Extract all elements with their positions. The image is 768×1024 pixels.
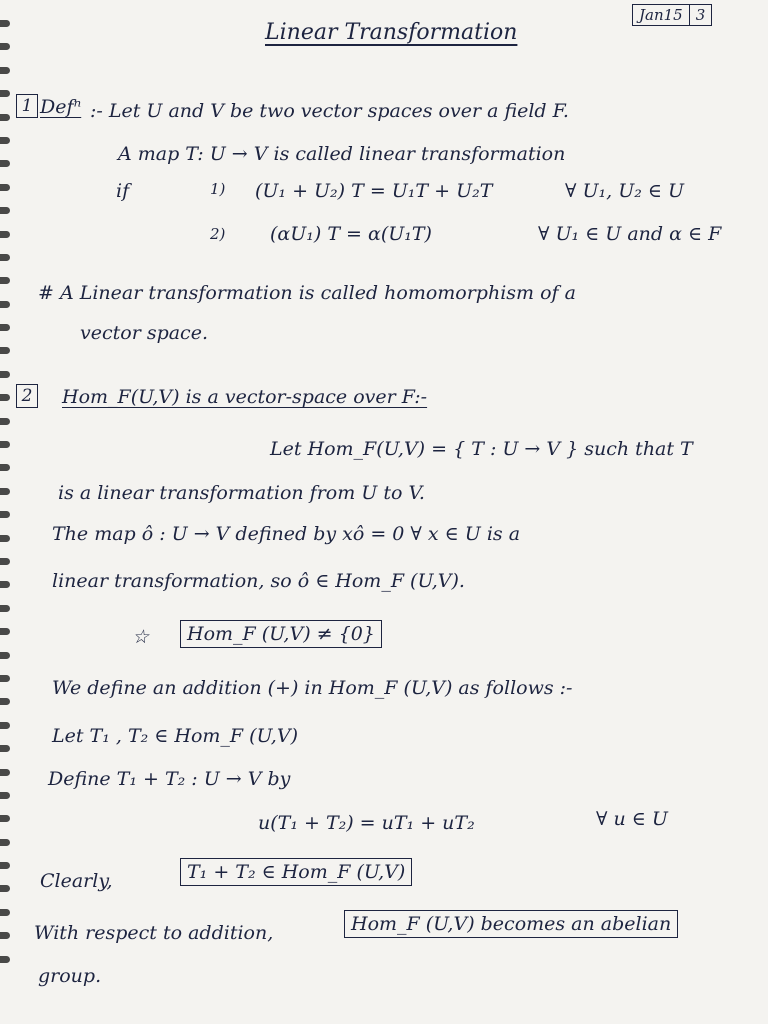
section-2-heading: Hom_F(U,V) is a vector-space over F:- <box>62 386 428 408</box>
definition-line-2: A map T: U → V is called linear transformation <box>118 143 566 165</box>
text-line-6: Let T₁ , T₂ ∈ Hom_F (U,V) <box>52 725 298 747</box>
text-line-5: We define an addition (+) in Hom_F (U,V) as follows :- <box>52 677 573 699</box>
page-number: 3 <box>689 5 712 25</box>
spiral-binding <box>0 20 14 1010</box>
page-title: Linear Transformation <box>265 20 518 45</box>
condition-2-quantifier: ∀ U₁ ∈ U and α ∈ F <box>538 223 722 245</box>
addition-definition: u(T₁ + T₂) = uT₁ + uT₂ <box>258 812 475 834</box>
text-line-4: linear transformation, so ô ∈ Hom_F (U,V). <box>52 570 465 592</box>
date: Jan15 <box>639 6 683 24</box>
condition-2-equation: (αU₁) T = α(U₁T) <box>270 223 432 245</box>
boxed-result-abelian: Hom_F (U,V) becomes an abelian <box>344 910 678 938</box>
boxed-result-closure: T₁ + T₂ ∈ Hom_F (U,V) <box>180 858 412 886</box>
section-1-number: 1 <box>16 94 38 118</box>
boxed-result-nonzero: Hom_F (U,V) ≠ {0} <box>180 620 382 648</box>
star-mark: ☆ <box>132 626 150 648</box>
text-line-3: The map ô : U → V defined by xô = 0 ∀ x ∈ U is a <box>52 523 521 545</box>
condition-if: if <box>116 180 130 202</box>
text-line-7: Define T₁ + T₂ : U → V by <box>48 768 291 790</box>
definition-line-1: :- Let U and V be two vector spaces over a field F. <box>90 100 569 122</box>
date-page-box <box>632 4 712 26</box>
definition-label: Defⁿ <box>40 96 82 118</box>
text-line-2: is a linear transformation from U to V. <box>58 482 425 504</box>
text-line-10: With respect to addition, <box>34 922 274 944</box>
section-2-number: 2 <box>16 384 38 408</box>
addition-quantifier: ∀ u ∈ U <box>596 808 668 830</box>
condition-1-equation: (U₁ + U₂) T = U₁T + U₂T <box>255 180 493 202</box>
note-line-1: # A Linear transformation is called homomorphism of a <box>38 282 576 304</box>
text-line-1: Let Hom_F(U,V) = { T : U → V } such that T <box>270 438 693 460</box>
text-line-11: group. <box>38 965 102 987</box>
text-clearly: Clearly, <box>40 870 113 892</box>
condition-1-number: 1) <box>210 180 226 198</box>
condition-2-number: 2) <box>210 225 226 243</box>
condition-1-quantifier: ∀ U₁, U₂ ∈ U <box>565 180 685 202</box>
note-line-2: vector space. <box>80 322 208 344</box>
